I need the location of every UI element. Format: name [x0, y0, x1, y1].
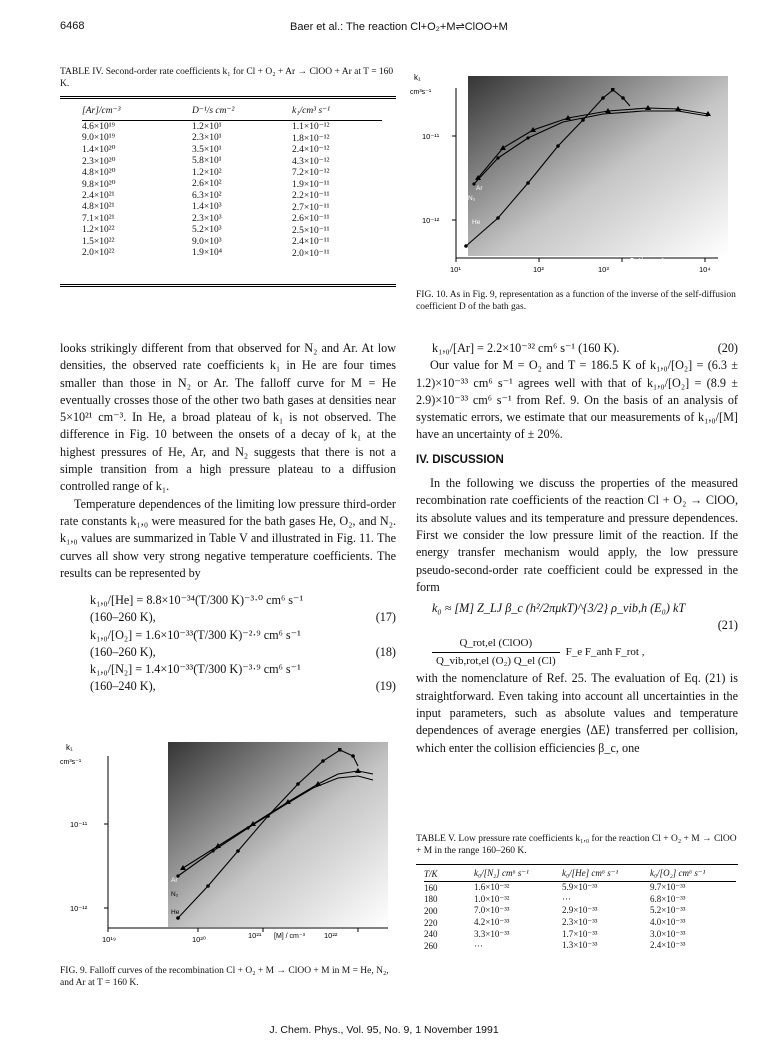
- table-row: [82, 179, 382, 191]
- fig9-curve-label: N₂: [171, 891, 179, 898]
- left-column-text: [60, 340, 396, 582]
- table-cell: 2.4×10⁻¹¹: [292, 237, 330, 248]
- fig10-curve-label: He: [472, 219, 481, 226]
- equation-range: (160–240 K),: [90, 679, 156, 694]
- table-cell: 2.3×10⁻³³: [562, 917, 598, 928]
- table-cell: 180: [424, 894, 438, 905]
- table-cell: 9.7×10⁻³³: [650, 882, 686, 893]
- table-cell: 2.5×10⁻¹¹: [292, 225, 330, 236]
- paragraph: In the following we discuss the properties of the measured recombination rate coefficients of the reaction Cl + O₂ → ClOO, its absolute values and its temperature and pressure dependences. First we consider the low pressure limit of the reaction. If the energy transfer mechanism would apply, the low pressure pseudo-second-order rate coefficient could be expressed in the form: [416, 476, 738, 594]
- equation-number: (20): [717, 341, 738, 355]
- equation: k₁,₀/[O₂] = 1.6×10⁻³³(T/300 K)⁻²·⁹ cm⁶ s⁻¹: [90, 627, 301, 642]
- table-row: [82, 156, 382, 168]
- table-cell: 4.8×10²⁰: [82, 168, 116, 179]
- fig9-yunit: cm³s⁻¹: [60, 759, 82, 766]
- table-cell: 1.1×10⁻¹²: [292, 122, 330, 133]
- table-cell: 2.0×10⁻¹¹: [292, 248, 330, 259]
- table-row: [82, 190, 382, 202]
- table-row: [82, 225, 382, 237]
- table4-caption: TABLE IV. Second-order rate coefficients k₁ for Cl + O₂ + Ar → ClOO + Ar at T = 160 K.: [60, 67, 394, 90]
- table-row: [82, 167, 382, 179]
- fig10-ytick: 10⁻¹¹: [422, 132, 440, 141]
- fig10-xtick: 10²: [533, 265, 544, 274]
- paragraph: with the nomenclature of Ref. 25. The evaluation of Eq. (21) is straightforward. Even taking into account all uncertainties in the input parameters, such as absolute values and temperature dependences of average energies ⟨ΔE⟩ transferred per collision, which enter the collision efficiencies β_c, one: [416, 671, 738, 755]
- table-row: [82, 121, 382, 133]
- fig9-xtick: 10¹⁹: [102, 935, 117, 944]
- table-cell: 2.7×10⁻¹¹: [292, 202, 330, 213]
- table-cell: 3.3×10⁻³³: [474, 928, 510, 939]
- table-cell: 1.2×10²²: [82, 225, 115, 236]
- table-row: [424, 905, 736, 917]
- equation-number: (21): [717, 618, 738, 633]
- fig9-ytick: 10⁻¹²: [70, 904, 88, 913]
- fig9-caption: FIG. 9. Falloff curves of the recombination Cl + O₂ + M → ClOO + M in M = He, N₂, and Ar at T = 160 K.: [60, 966, 389, 989]
- table-cell: 5.2×10³: [192, 225, 222, 236]
- table-cell: ···: [474, 940, 483, 951]
- journal-footer: J. Chem. Phys., Vol. 95, No. 9, 1 November 1991: [269, 1024, 499, 1036]
- table-cell: 7.2×10⁻¹²: [292, 168, 330, 179]
- running-title: Baer et al.: The reaction Cl+O₂+M⇌ClOO+M: [290, 21, 508, 33]
- section-heading: IV. DISCUSSION: [416, 453, 504, 466]
- table4: [82, 100, 382, 259]
- fig9-curve-label: Ar: [171, 877, 178, 884]
- right-column-text: [416, 340, 738, 757]
- table4-header: [Ar]/cm⁻³: [82, 105, 121, 116]
- equation-tail: F_e F_anh F_rot ,: [565, 645, 645, 658]
- table-cell: 9.0×10¹⁹: [82, 133, 115, 144]
- table-row: [82, 202, 382, 214]
- table-cell: 5.9×10⁻³³: [562, 882, 598, 893]
- fig9-xtick: 10²⁰: [192, 935, 206, 944]
- table-cell: 1.4×10²⁰: [82, 145, 116, 156]
- table-cell: 2.6×10⁻¹¹: [292, 214, 330, 225]
- table-row: [424, 894, 736, 906]
- table-cell: 4.0×10⁻³³: [650, 917, 686, 928]
- table-cell: 5.2×10⁻³³: [650, 905, 686, 916]
- table-row: [82, 144, 382, 156]
- table-cell: 2.3×10²⁰: [82, 156, 116, 167]
- table-cell: 3.0×10⁻³³: [650, 928, 686, 939]
- table-cell: 1.6×10⁻³²: [474, 882, 510, 893]
- equation: k₁,₀/[He] = 8.8×10⁻³⁴(T/300 K)⁻³·⁰ cm⁶ s⁻¹: [90, 593, 304, 607]
- table-cell: 2.2×10⁻¹¹: [292, 191, 330, 202]
- fig10-xtick: 10¹: [450, 265, 461, 274]
- table-row: [424, 940, 736, 952]
- fig10-curve-label: Ar: [476, 185, 483, 192]
- fig9-ytick: 10⁻¹¹: [70, 820, 88, 829]
- table-cell: 6.3×10²: [192, 190, 222, 201]
- table-cell: 1.4×10³: [192, 202, 222, 213]
- equation-range: (160–260 K),: [90, 610, 156, 625]
- table-cell: 160: [424, 882, 438, 893]
- table-cell: 2.9×10⁻³³: [562, 905, 598, 916]
- fig9-xlabel: [M] / cm⁻³: [274, 933, 305, 940]
- table-cell: 3.5×10¹: [192, 144, 222, 155]
- table-cell: 9.8×10²⁰: [82, 179, 116, 190]
- table-row: [424, 917, 736, 929]
- table-cell: 240: [424, 929, 438, 940]
- table-cell: 4.8×10²¹: [82, 202, 115, 213]
- table-cell: 2.3×10¹: [192, 133, 222, 144]
- table-cell: 1.5×10²²: [82, 236, 115, 247]
- table-cell: 2.6×10²: [192, 179, 222, 190]
- table-cell: 2.4×10⁻¹²: [292, 145, 330, 156]
- fig10-yunit: cm³s⁻¹: [410, 89, 432, 96]
- equation: k₁,₀/[N₂] = 1.4×10⁻³³(T/300 K)⁻³·⁹ cm⁶ s⁻¹: [90, 662, 301, 677]
- table-cell: 1.0×10⁻³²: [474, 893, 510, 904]
- fig10-xtick: 10⁴: [699, 265, 711, 274]
- fig10-ytick: 10⁻¹²: [422, 216, 440, 225]
- fig9-curve-label: He: [171, 909, 180, 916]
- table-row: [82, 248, 382, 260]
- table-cell: ···: [562, 894, 571, 905]
- table-cell: 1.2×10²: [192, 167, 222, 178]
- fig10-xlabel: D⁻¹/s cm⁻²: [630, 258, 664, 265]
- fig9-xtick: 10²¹: [248, 931, 262, 940]
- fig9-plot: [58, 736, 396, 946]
- equation-fraction-numerator: Q_rot,el (ClOO): [432, 635, 560, 653]
- fig10-ylabel: k₁: [414, 73, 421, 82]
- equations-17-19: [90, 592, 396, 696]
- table5: [424, 866, 736, 952]
- equation-number: (19): [375, 679, 396, 694]
- equation: k₀ ≈ [M] Z_LJ β_c (h²/2πμkT)^{3/2} ρ_vib,h (E₀) kT: [432, 601, 686, 616]
- table-row: [424, 928, 736, 940]
- table-cell: 7.0×10⁻³³: [474, 905, 510, 916]
- fig10-plot: [408, 68, 738, 278]
- paragraph: Our value for M = O₂ and T = 186.5 K of k₁,₀/[O₂] = (6.3 ± 1.2)×10⁻³³ cm⁶ s⁻¹ agrees well with that of k₁,₀/[O₂] = (8.9 ± 2.9)×10⁻³³ cm⁶ s⁻¹ from Ref. 9. On the basis of an analysis of systematic errors, we estimate that our measurements of k₁,₀/[M] have an uncertainty of ± 20%.: [416, 358, 738, 442]
- table-cell: 1.3×10⁻³³: [562, 940, 598, 951]
- table4-header: k₁/cm³ s⁻¹: [292, 105, 331, 116]
- table-cell: 1.9×10⁻¹¹: [292, 179, 330, 190]
- table-cell: 6.8×10⁻³³: [650, 893, 686, 904]
- fig10-caption: FIG. 10. As in Fig. 9, representation as a function of the inverse of the self-diffusion coefficient D of the bath gas.: [416, 290, 736, 313]
- table-cell: 1.2×10¹: [192, 121, 222, 132]
- table-cell: 4.2×10⁻³³: [474, 917, 510, 928]
- fig9-xtick: 10²²: [324, 931, 338, 940]
- table-cell: 200: [424, 905, 438, 916]
- table-cell: 1.9×10⁴: [192, 248, 223, 259]
- fig10-xtick: 10³: [598, 265, 609, 274]
- table-row: [82, 213, 382, 225]
- paragraph: looks strikingly different from that observed for N₂ and Ar. At low densities, the observed rate coefficients k₁ in He are four times smaller than those in N₂ or Ar. The falloff curve for M = He eventually crosses those of the other two bath gases at densities near 5×10²¹ cm⁻³. In He, a broad plateau of k₁ is not observed. The difference in Fig. 10 between the onsets of a decay of k₁ at the highest pressures of He, Ar, and N₂ suggests that there is not a simple transition from a high pressure plateau to a diffusion controlled range of k₁.: [60, 341, 396, 494]
- table-cell: 260: [424, 940, 438, 951]
- equation-fraction-denominator: Q_vib,rot,el (O₂) Q_el (Cl): [436, 655, 556, 668]
- table-cell: 5.8×10¹: [192, 156, 222, 167]
- paragraph: Temperature dependences of the limiting low pressure third-order rate constants k₁,₀ were measured for the bath gases He, O₂, and N₂. k₁,₀ values are summarized in Table V and illustrated in Fig. 11. The curves all show very strong negative temperature coefficients. The results can be represented by: [60, 496, 396, 580]
- fig9-ylabel: k₁: [66, 743, 73, 752]
- table-cell: 2.3×10³: [192, 213, 222, 224]
- table-row: [424, 882, 736, 894]
- table-cell: 2.4×10⁻³³: [650, 940, 686, 951]
- fig10-curve-label: N₂: [468, 195, 476, 202]
- table-cell: 9.0×10³: [192, 236, 222, 247]
- table-cell: 2.0×10²²: [82, 248, 115, 259]
- table-cell: 4.3×10⁻¹²: [292, 156, 330, 167]
- table4-header: D⁻¹/s cm⁻²: [192, 105, 235, 116]
- table-cell: 4.6×10¹⁹: [82, 121, 115, 132]
- table5-header: k₀/[He] cm⁶ s⁻¹: [562, 868, 619, 878]
- table-row: [82, 236, 382, 248]
- table-cell: 1.7×10⁻³³: [562, 928, 598, 939]
- table5-header: k₀/[O₂] cm⁶ s⁻¹: [650, 868, 706, 878]
- table5-header: k₀/[N₂] cm⁶ s⁻¹: [474, 868, 529, 878]
- table-cell: 2.4×10²¹: [82, 190, 115, 201]
- equation-number: (17): [375, 610, 396, 625]
- table-cell: 1.8×10⁻¹²: [292, 133, 330, 144]
- table5-caption: TABLE V. Low pressure rate coefficients k₁,₀ for the reaction Cl + O₂ + M → ClOO + M in the range 160–260 K.: [416, 834, 737, 857]
- table-row: [82, 133, 382, 145]
- table5-header: T/K: [424, 868, 438, 879]
- page-number: 6468: [60, 20, 85, 32]
- equation-range: (160–260 K),: [90, 644, 156, 659]
- equation-number: (18): [375, 644, 396, 659]
- table-cell: 7.1×10²¹: [82, 213, 115, 224]
- equation: k₁,₀/[Ar] = 2.2×10⁻³² cm⁶ s⁻¹ (160 K).: [432, 341, 620, 355]
- table-cell: 220: [424, 917, 438, 928]
